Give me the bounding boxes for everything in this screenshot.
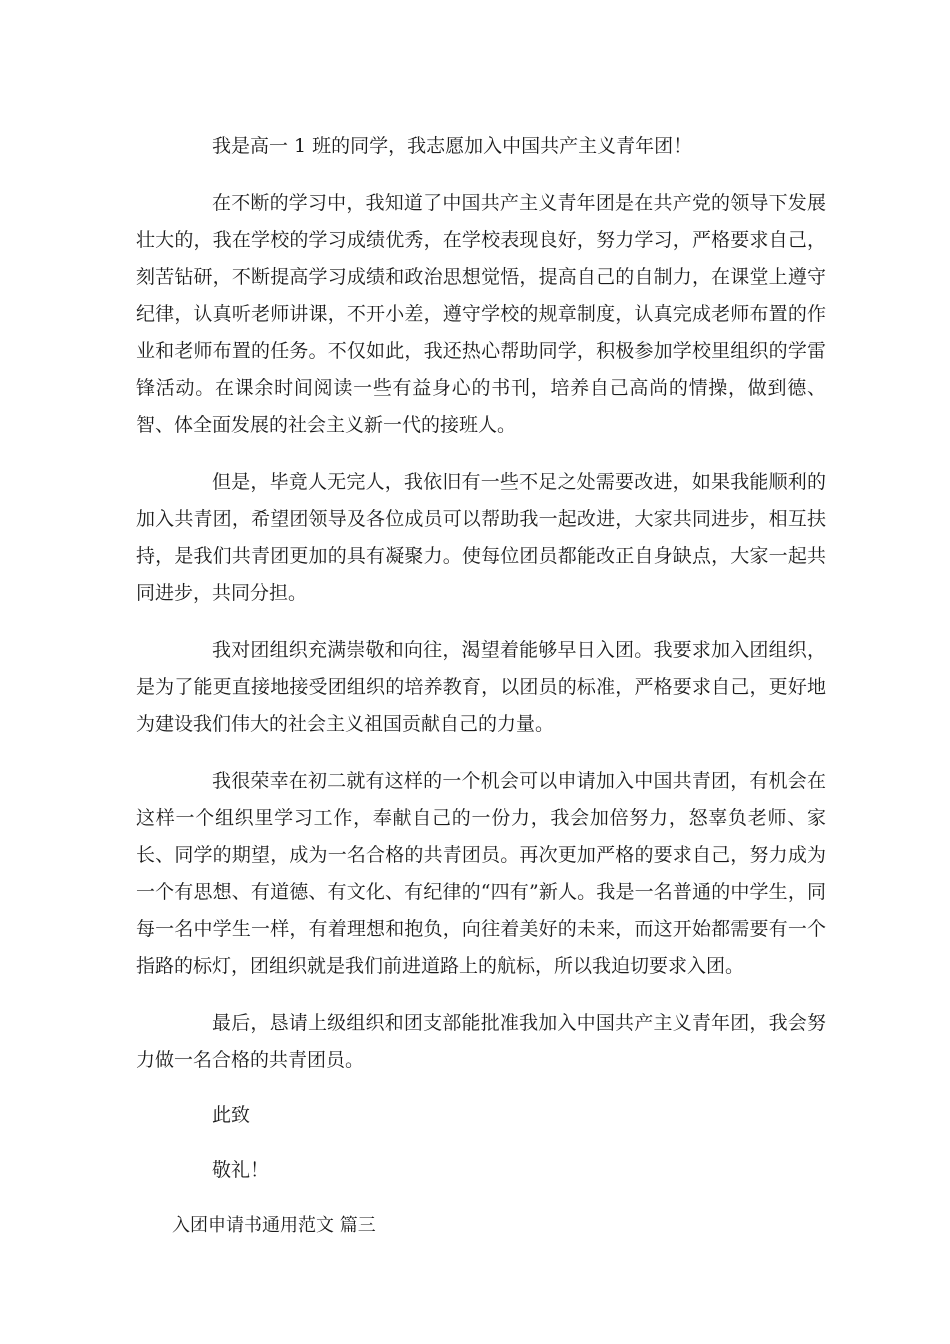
paragraph-intro: 我是高一 1 班的同学，我志愿加入中国共产主义青年团！ bbox=[212, 135, 693, 157]
paragraph-study: 在不断的学习中，我知道了中国共产主义青年团是在共产党的领导下发展壮大的，我在学校的学习成绩优秀，在学校表现良好，努力学习，严格要求自己，刻苦钻研，不断提高学习成绩和政治思想觉悟，提高自己的自制力，在课堂上遵守纪律，认真听老师讲课，不开小差，遵守学校的规章制度，认真完成老师布置的作业和老师布置的任务。不仅如此，我还热心帮助同学，积极参加学校里组织的学雷锋活动。在课余时间阅读一些有益身心的书刊，培养自己高尚的情操，做到德、智、体全面发展的社会主义新一代的接班人。 bbox=[136, 192, 826, 436]
paragraph-opportunity: 我很荣幸在初二就有这样的一个机会可以申请加入中国共青团，有机会在这样一个组织里学习工作，奉献自己的一份力，我会加倍努力，怒辜负老师、家长、同学的期望，成为一名合格的共青团员。再次更加严格的要求自己，努力成为一个有思想、有道德、有文化、有纪律的“四有”新人。我是一名普通的中学生，同每一名中学生一样，有着理想和抱负，向往着美好的未来，而这开始都需要有一个指路的标灯，团组织就是我们前进道路上的航标，所以我迫切要求入团。 bbox=[136, 770, 826, 977]
paragraph-final-request: 最后，恳请上级组织和团支部能批准我加入中国共产主义青年团，我会努力做一名合格的共青团员。 bbox=[136, 1012, 826, 1071]
paragraph-aspiration: 我对团组织充满崇敬和向往，渴望着能够早日入团。我要求加入团组织，是为了能更直接地接受团组织的培养教育，以团员的标准，严格要求自己，更好地为建设我们伟大的社会主义祖国贡献自己的力量。 bbox=[136, 639, 826, 735]
closing-regards: 敬礼！ bbox=[212, 1159, 270, 1181]
closing-salutation: 此致 bbox=[212, 1104, 251, 1126]
document-body bbox=[136, 128, 826, 1244]
paragraph-shortcomings: 但是，毕竟人无完人，我依旧有一些不足之处需要改进，如果我能顺利的加入共青团，希望团领导及各位成员可以帮助我一起改进，大家共同进步，相互扶持，是我们共青团更加的具有凝聚力。使每位团员都能改正自身缺点，大家一起共同进步，共同分担。 bbox=[136, 471, 826, 604]
section-heading: 入团申请书通用范文 篇三 bbox=[172, 1215, 376, 1236]
